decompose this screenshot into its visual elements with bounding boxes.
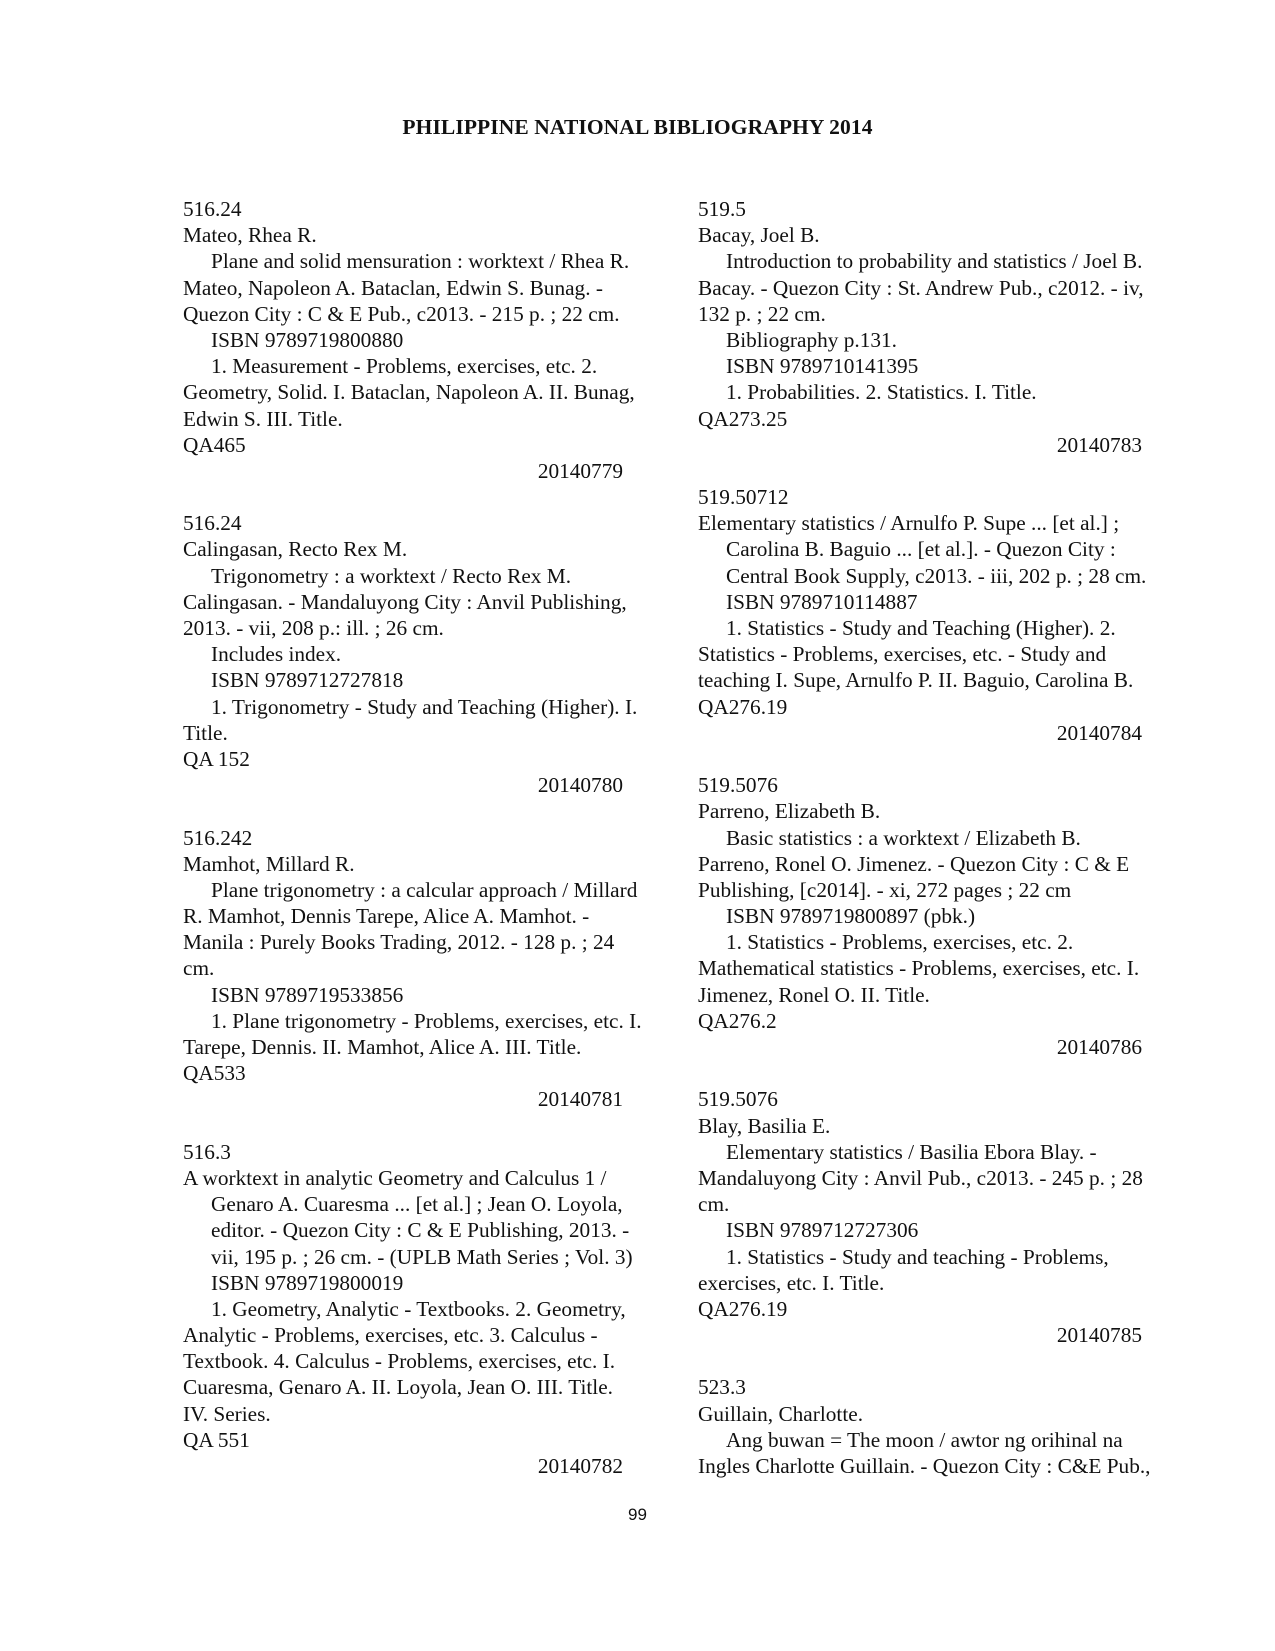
bibliography-entry: [698, 772, 1176, 1060]
entry-line: IV. Series.: [183, 1401, 271, 1426]
page-number: 99: [628, 1505, 647, 1524]
entry-line: Ang buwan = The moon / awtor ng orihinal na: [726, 1427, 1123, 1452]
entry-line: Genaro A. Cuaresma ... [et al.] ; Jean O. Loyola,: [211, 1192, 623, 1217]
entry-line: Parreno, Ronel O. Jimenez. - Quezon City : C & E: [698, 851, 1130, 876]
entry-line: teaching I. Supe, Arnulfo P. II. Baguio, Carolina B.: [698, 668, 1134, 693]
entry-line: Ingles Charlotte Guillain. - Quezon City : C&E Pub.,: [698, 1454, 1151, 1478]
entry-line: Mathematical statistics - Problems, exercises, etc. I.: [698, 956, 1140, 981]
record-number: 20140784: [1056, 720, 1142, 745]
bibliography-entry: [183, 1139, 657, 1479]
entry-spacer: [183, 798, 657, 824]
entry-spacer: [698, 746, 1176, 772]
entry-line: 1. Trigonometry - Study and Teaching (Higher). I.: [211, 694, 638, 719]
entry-line: editor. - Quezon City : C & E Publishing, 2013. -: [211, 1218, 630, 1243]
entry-line: QA276.19: [698, 1296, 788, 1321]
entry-line: QA465: [183, 432, 246, 457]
entry-line: Manila : Purely Books Trading, 2012. - 128 p. ; 24: [183, 930, 615, 955]
bibliography-column-left: [183, 196, 657, 1479]
entry-line: exercises, etc. I. Title.: [698, 1270, 885, 1295]
entry-line: 1. Statistics - Problems, exercises, etc. 2.: [726, 930, 1074, 955]
entry-line: Mamhot, Millard R.: [183, 851, 355, 876]
entry-line: 1. Statistics - Study and Teaching (Higher). 2.: [726, 616, 1116, 640]
entry-spacer: [183, 1113, 657, 1139]
entry-line: 1. Statistics - Study and teaching - Problems,: [726, 1244, 1109, 1269]
entry-line: QA276.19: [698, 694, 788, 719]
entry-line: Publishing, [c2014]. - xi, 272 pages ; 22 cm: [698, 877, 1072, 902]
entry-line: Mateo, Napoleon A. Bataclan, Edwin S. Bunag. -: [183, 275, 603, 300]
entry-line: Title.: [183, 720, 228, 745]
entry-line: Blay, Basilia E.: [698, 1113, 831, 1138]
entry-line: Includes index.: [211, 642, 342, 667]
entry-line: Geometry, Solid. I. Bataclan, Napoleon A. II. Bunag,: [183, 380, 635, 405]
entry-line: ISBN 9789712727818: [211, 668, 404, 693]
bibliography-entry: [183, 825, 657, 1113]
entry-line: ISBN 9789719800019: [211, 1270, 404, 1295]
entry-line: ISBN 9789710141395: [726, 354, 919, 379]
entry-line: 1. Probabilities. 2. Statistics. I. Title.: [726, 380, 1037, 405]
entry-line: A worktext in analytic Geometry and Calculus 1 /: [183, 1165, 607, 1190]
record-number: 20140779: [537, 458, 623, 483]
bibliography-column-right: [698, 196, 1176, 1479]
entry-spacer: [698, 1348, 1176, 1374]
entry-line: Central Book Supply, c2013. - iii, 202 p. ; 28 cm.: [726, 563, 1147, 588]
entry-line: 1. Geometry, Analytic - Textbooks. 2. Geometry,: [211, 1296, 626, 1321]
call-number: 523.3: [698, 1375, 746, 1400]
entry-spacer: [183, 484, 657, 510]
bibliography-entry: [698, 1086, 1176, 1348]
entry-line: Statistics - Problems, exercises, etc. - Study and: [698, 642, 1107, 667]
entry-line: Introduction to probability and statistics / Joel B.: [726, 249, 1143, 274]
entry-line: ISBN 9789719533856: [211, 982, 404, 1007]
entry-line: Bacay, Joel B.: [698, 223, 820, 248]
entry-line: Plane trigonometry : a calcular approach / Millard: [211, 877, 638, 902]
entry-line: Mandaluyong City : Anvil Pub., c2013. - 245 p. ; 28: [698, 1165, 1143, 1190]
entry-line: cm.: [698, 1192, 730, 1217]
call-number: 519.5076: [698, 1087, 778, 1112]
entry-line: QA276.2: [698, 1008, 777, 1033]
entry-line: Mateo, Rhea R.: [183, 223, 317, 248]
bibliography-entry: [183, 196, 657, 484]
record-number: 20140780: [537, 773, 623, 798]
entry-line: Elementary statistics / Basilia Ebora Blay. -: [726, 1139, 1097, 1164]
entry-line: Textbook. 4. Calculus - Problems, exercises, etc. I.: [183, 1349, 616, 1374]
entry-line: R. Mamhot, Dennis Tarepe, Alice A. Mamhot. -: [183, 904, 590, 929]
entry-line: vii, 195 p. ; 26 cm. - (UPLB Math Series ; Vol. 3): [211, 1244, 633, 1269]
record-number: 20140785: [1056, 1323, 1142, 1348]
entry-line: Carolina B. Baguio ... [et al.]. - Quezon City :: [726, 537, 1116, 562]
bibliography-entry: [698, 484, 1176, 746]
record-number: 20140782: [537, 1454, 623, 1478]
entry-line: Analytic - Problems, exercises, etc. 3. Calculus -: [183, 1323, 598, 1348]
entry-line: Plane and solid mensuration : worktext / Rhea R.: [211, 249, 630, 274]
bibliography-entry: [698, 1374, 1176, 1479]
entry-line: ISBN 9789719800880: [211, 327, 404, 352]
entry-line: Bibliography p.131.: [726, 327, 897, 352]
call-number: 519.50712: [698, 485, 789, 510]
bibliography-entry: [698, 196, 1176, 458]
entry-line: Guillain, Charlotte.: [698, 1401, 864, 1426]
call-number: 516.3: [183, 1139, 231, 1164]
record-number: 20140786: [1056, 1035, 1142, 1059]
entry-line: Quezon City : C & E Pub., c2013. - 215 p. ; 22 cm.: [183, 301, 620, 326]
page-title: PHILIPPINE NATIONAL BIBLIOGRAPHY 2014: [402, 115, 873, 139]
entry-spacer: [698, 458, 1176, 484]
entry-line: Basic statistics : a worktext / Elizabeth B.: [726, 825, 1081, 850]
entry-line: ISBN 9789719800897 (pbk.): [726, 904, 976, 929]
entry-line: ISBN 9789710114887: [726, 589, 918, 614]
entry-line: 1. Plane trigonometry - Problems, exercises, etc. I.: [211, 1008, 642, 1033]
entry-line: 132 p. ; 22 cm.: [698, 301, 826, 326]
entry-line: Cuaresma, Genaro A. II. Loyola, Jean O. III. Title.: [183, 1375, 613, 1400]
entry-line: QA 551: [183, 1427, 250, 1452]
entry-line: Tarepe, Dennis. II. Mamhot, Alice A. III. Title.: [183, 1035, 582, 1059]
entry-line: Calingasan. - Mandaluyong City : Anvil Publishing,: [183, 589, 627, 614]
bibliography-entry: [183, 510, 657, 798]
entry-line: Bacay. - Quezon City : St. Andrew Pub., c2012. - iv,: [698, 275, 1144, 300]
call-number: 516.24: [183, 511, 242, 536]
entry-line: QA273.25: [698, 406, 788, 431]
entry-line: QA 152: [183, 746, 250, 771]
call-number: 516.24: [183, 197, 242, 221]
entry-spacer: [698, 1060, 1176, 1086]
entry-line: Jimenez, Ronel O. II. Title.: [698, 982, 930, 1007]
entry-line: Trigonometry : a worktext / Recto Rex M.: [211, 563, 572, 588]
entry-line: 1. Measurement - Problems, exercises, etc. 2.: [211, 354, 598, 379]
call-number: 519.5076: [698, 773, 778, 798]
record-number: 20140781: [537, 1087, 623, 1112]
entry-line: Calingasan, Recto Rex M.: [183, 537, 408, 562]
entry-line: QA533: [183, 1061, 246, 1086]
entry-line: Elementary statistics / Arnulfo P. Supe ... [et al.] ;: [698, 511, 1120, 536]
entry-line: cm.: [183, 956, 215, 981]
entry-line: Parreno, Elizabeth B.: [698, 799, 881, 824]
entry-line: 2013. - vii, 208 p.: ill. ; 26 cm.: [183, 616, 444, 640]
call-number: 519.5: [698, 197, 746, 221]
entry-line: ISBN 9789712727306: [726, 1218, 919, 1243]
record-number: 20140783: [1056, 432, 1142, 457]
entry-line: Edwin S. III. Title.: [183, 406, 343, 431]
call-number: 516.242: [183, 825, 253, 850]
